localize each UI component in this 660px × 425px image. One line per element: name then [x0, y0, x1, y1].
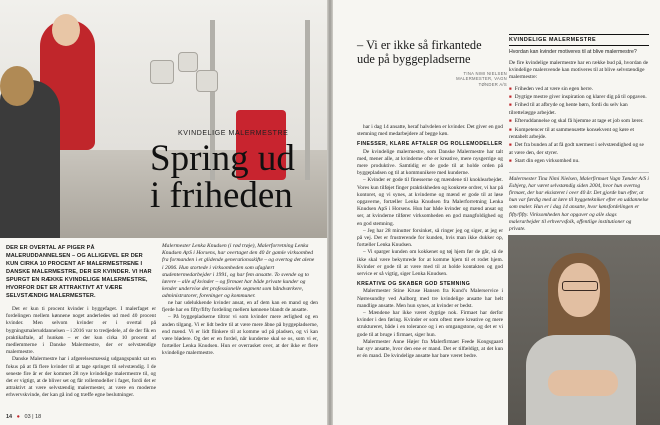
fact-box-question: Hvordan kan kvinder motiveres til at blive malermestre? — [509, 49, 637, 55]
fact-box-text: De fire kvindelige malermestre har en række bud på, hvordan de kvindelige malersvende kan motiveres til at blive selvstændige malermestre: — [509, 60, 649, 81]
body-paragraph: De kvindelige malermestre, som Danske Malermestre har talt med, mener alle, at kvinderne ofte er kreative, mere nysgerrige og mere produktive. Samtidig er de gode til at holde orden på byggepladsen og til at kommunikere med kunderne. — [357, 148, 503, 177]
fact-box-heading: KVINDELIGE MALERMESTRE — [509, 34, 649, 46]
page-number: 14 — [6, 414, 13, 420]
body-paragraph: – Kvinder er gode til finesserne og mændene til knoklearbejdet. Vores kun tilføjet finger praktiskheden og konkrete ordrer, vi har på kontoret, og vi synes, at kvinderne og mænd er gode til at løse opgaverne, fortæller Lenka Knudsen fra Malerforretning Lenka Knudsen ApS i Horsens. Hun har både kvinder og mænd ansat og ser, at kvinderne tilfører virksomheden en god mangfoldighed og en god stemning. — [357, 177, 503, 227]
photo-person-head — [52, 14, 80, 46]
list-item: ■ Dygtige mestre giver inspiration og klarer dig på til opgaven. — [509, 93, 649, 101]
section-subhead: KREATIVE OG SKABER GOD STEMNING — [357, 281, 471, 288]
article-kicker: KVINDELIGE MALERMESTRE — [178, 130, 289, 137]
list-item: ■ Frihed til at afbryde og hente børn, fordi du selv kan tilrettelægge arbejdet. — [509, 101, 649, 117]
body-paragraph: har i dag 14 ansatte, heraf halvdelen er kvinder. Det giver en god stemning med medarbejdere af begge køn. — [357, 124, 503, 138]
body-column-1 — [6, 306, 156, 400]
body-paragraph: – Mændene har ikke været dygtige nok. Firmaet har derfor kvinder i den føring. Kvinder er som oftest mere kreative og mere struktureret, både i en tolerance og i en omgangstone, og det er vi gode til at bruge i firmaet, siger hun. — [357, 310, 503, 338]
body-paragraph: – Jeg har 28 minutter forsinket, så ringer jeg og siger, at jeg er på vej. Det er frustrerende for kunden, hvis man ikke dukker op, fortæller Lenka Knudsen. — [357, 227, 503, 249]
title-line: i friheden — [150, 175, 293, 216]
pull-quote-attribution: TINA NIMI NIELSEN MALERMESTER, VAGN TØNDER A/S — [456, 71, 507, 87]
pull-quote: – Vi er ikke så firkantede ude på byggepladserne — [357, 38, 482, 66]
body-paragraph: ne har udelukkende kvinder ansat, en af dem kan en mand og den fjerde har en fifty/fifty fordeling mellem kønnene blandt de ansatte. — [162, 300, 318, 314]
body-column-2 — [162, 300, 318, 358]
portrait-glasses — [562, 281, 598, 291]
list-item: ■ Kompetencer til at sammensætte konsekvent og køre et rentabelt arbejde. — [509, 126, 649, 142]
list-item: ■ Efteruddannelse og skal få hjemme at tage et job som lærer. — [509, 117, 649, 125]
photo-caption: Malermester Lenka Knudsen (i rød trøje), Malerforretning Lenka Knudsen ApS i Horsens, har overtaget den 40 år gamle virksomhed fra formanden i et glidende generationsskifte – og overtog det alene i 2006. Hun stortede i virksomheden som ufaglært studentermedarbejder i 1991, og har fem ansatte. To svende og to lærere – alle af kvinder – og firmaet har både private kunder og kender undervise det professionelle segment som håndværkere, administratorer, foreninger og kommuner. — [162, 243, 315, 300]
fact-box — [509, 34, 649, 233]
article-intro: DER ER OVERTAL AF PIGER PÅ MALERUDDANNELSEN – OG ALLIGEVEL ER DER KUN CIRKA 10 PROCENT AF MALERMESTRENE I DANSKE MALERMESTRE, DER ER KVINDER. VI HAR SPURGT EN RÆKKE KVINDELIGE MALERMESTRE, HVORFOR DET ER ATTRAKTIVT AT VÆRE SELVSTÆNDIG MALERMESTER. — [6, 245, 152, 299]
fact-box-list — [509, 85, 649, 166]
body-paragraph: Det er kun ti procent kvinder i byggefaget. I malerfaget er fordelingen mellem kønnene noget anderledes ud med 40 procent kvinder. Men selvom kvinder er i overtal på bygningsmaleruddannelsen – i 2016 var to tredjedele, af de der fik en praktikaftale, af hunkøn – er der kun cirka 10 procent af medlemmerne i Danske Malermestre, der er selvstændige malermestre. — [6, 306, 156, 356]
body-paragraph: Malermester Anne Højer fra Malerfirmaet Feede Kongsgaard har syv ansatte, hvor den ene er mand. Det er tilfældigt, at det kun er én mand. De kvindelige ansatte har bare været bedre. — [357, 338, 503, 360]
portrait-photo — [508, 235, 660, 425]
right-page — [333, 0, 660, 425]
list-item: ■ Det fra bunden af at få godt nærmest i selvstændighed og se at være den, der styrer. — [509, 141, 649, 157]
body-paragraph: – Vi sparger kunden om kokkenet og tøj hjem før de går, så de ikke skal være bekymrede for at komme hjem til et rodet hjem. Kvinder er gode til at være med til at holde kontakten og god service er så vigtig, siger Lenka Knudsen. — [357, 249, 503, 278]
list-item: ■ Friheden ved at være sin egen herre. — [509, 85, 649, 93]
photo-bucket — [178, 52, 198, 72]
body-column-right — [357, 124, 503, 361]
issue-label: 03 | 18 — [24, 414, 42, 420]
portrait-arms — [548, 370, 618, 396]
photo-bucket — [196, 70, 218, 92]
body-paragraph: Malermester Stine Kruse Hansen fra Kund’s Malerservice i Nørresundby ved Aalborg med tre kvindelige ansatte har helt mandlige ansatte. Men hun synes, at kvinder er bedst. — [357, 288, 503, 309]
photo-person-head — [0, 66, 34, 106]
page-footer — [6, 414, 41, 420]
bullet-icon: ● — [16, 414, 20, 420]
body-paragraph: Danske Malermestre har i afgørelsesmæssig udgangspunkt sat en fokus på at få flere kvinder til at tage springet til selvstændig. I de seneste fire år er der kommet 28 nye kvindelige malermestre til, og det er vigtigt, at de bliver set og får rollemodeller i faget, fordi det er attraktivt at være selvstændig malermester, at være en moderne erhvervskvinde, der kan gå ind og træffe egne beslutninger. — [6, 356, 156, 399]
title-line: Spring ud — [150, 138, 295, 179]
left-page — [0, 0, 327, 425]
article-title — [150, 140, 327, 214]
fact-box-profile: Malermester Tina Nimi Nielsen, Malerfirmaet Vagn Tønder A/S i Esbjerg, har været selvstændig siden 2004, hvor hun overtog firmaet, der har eksisteret i over 40 år. Det gjorde hun efter, at hun var færdig med at lære til byggetekniker efter en uddannelse som maler. Hun er i dag 14 ansatte, hvor kønsfordelingen er fifty/fifty. Virksomheden har opgaver og alle slags malerarbejder til erhvervsfolk, offentlige institutioner og private. — [509, 172, 649, 234]
section-subhead: FINESSER, KLARE AFTALER OG ROLLEMODELLER — [357, 141, 503, 148]
photo-bucket — [150, 60, 174, 84]
body-paragraph: – På byggepladserne tiltror vi som kvinder mere ærlighed og en anden tilgang. Vi er lidt bedre til at være mere åbne på byggepladserne, end mænd. Vi er lidt flinkere til at komme ud på pladsen, og vi kan være blødere. Og det er en fordel, når kunderne skal se os, som vi er, fortæller Lenka Knudsen. Hun er overrasket over, at der ikke er flere kvindelige malermestre. — [162, 314, 318, 357]
list-item: ■ Start din egen virksomhed nu. — [509, 157, 649, 165]
